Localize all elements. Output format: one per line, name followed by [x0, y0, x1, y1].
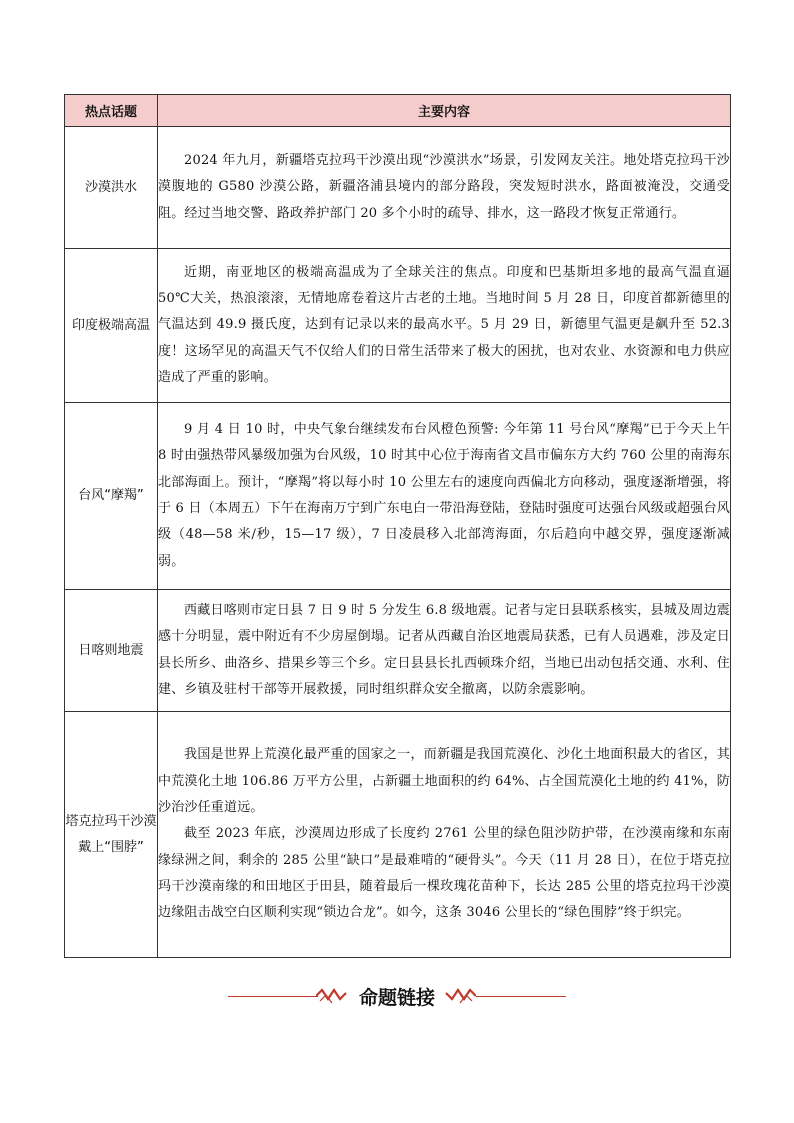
header-topic: 热点话题 — [65, 95, 158, 127]
content-paragraph: 9 月 4 日 10 时，中央气象台继续发布台风橙色预警: 今年第 11 号台风“摩羯”已于今天上午 8 时由强热带风暴级加强为台风级，10 时其中心位于海南省文昌市偏东方大约 760 公里的南海东北部海面上。预计，“摩羯”将以每小时 10 公里左右的速度向西偏北方向移动，强度逐渐增强，将于 6 日（本周五）下午在海南万宁到广东电白一带沿海登陆，登陆时强度可达强台风级或超强台风级（48—58 米/秒，15—17 级），7 日凌晨移入北部湾海面，尔后趋向中越交界，强度逐渐减弱。 — [158, 422, 730, 569]
row-content — [158, 127, 731, 249]
row-topic-india-heat: 印度极端高温 — [65, 249, 158, 403]
table-row — [65, 403, 731, 590]
row-topic-typhoon: 台风“摩羯” — [65, 403, 158, 590]
content-paragraph: 西藏日喀则市定日县 7 日 9 时 5 分发生 6.8 级地震。记者与定日县联系核实，县城及周边震感十分明显，震中附近有不少房屋倒塌。记者从西藏自治区地震局获悉，已有人员遇难，涉及定日县长所乡、曲洛乡、措果乡等三个乡。定日县县长扎西顿珠介绍，当地已出动包括交通、水利、住建、乡镇及驻村干部等开展救援，同时组织群众安全撤离，以防余震影响。 — [158, 602, 730, 697]
section-divider-right — [476, 996, 566, 997]
row-topic-desert-scarf: 塔克拉玛干沙漠戴上“围脖” — [65, 712, 158, 958]
content-paragraph: 截至 2023 年底，沙漠周边形成了长度约 2761 公里的绿色阻沙防护带，在沙漠南缘和东南缘绿洲之间，剩余的 285 公里“缺口”是最难啃的“硬骨头”。今天（11 月 28 日），在位于塔克拉玛干沙漠南缘的和田地区于田县，随着最后一棵玫瑰花苗种下，长达 285 公里的塔克拉玛干沙漠边缘阻击战空白区顺利实现“锁边合龙”。如今，这条 3046 公里长的“绿色围脖”终于织完。 — [158, 826, 730, 921]
row-content — [158, 249, 731, 403]
table-row — [65, 249, 731, 403]
header-content: 主要内容 — [158, 95, 731, 127]
row-content — [158, 712, 731, 958]
table-row — [65, 712, 731, 958]
hot-topics-table — [64, 94, 731, 958]
table-row — [65, 590, 731, 712]
zigzag-ornament-right-icon — [444, 987, 476, 1005]
content-paragraph: 我国是世界上荒漠化最严重的国家之一，而新疆是我国荒漠化、沙化土地面积最大的省区，其中荒漠化土地 106.86 万平方公里，占新疆土地面积的约 64%、占全国荒漠化土地的约 41%，防沙治沙任重道远。 — [158, 747, 730, 816]
row-topic-earthquake: 日喀则地震 — [65, 590, 158, 712]
table-header-row — [65, 95, 731, 127]
content-paragraph: 2024 年九月，新疆塔克拉玛干沙漠出现“沙漠洪水”场景，引发网友关注。地处塔克拉玛干沙漠腹地的 G580 沙漠公路，新疆洛浦县境内的部分路段，突发短时洪水，路面被淹没，交通受阻。经过当地交警、路政养护部门 20 多个小时的疏导、排水，这一路段才恢复正常通行。 — [158, 153, 730, 221]
content-paragraph: 近期，南亚地区的极端高温成为了全球关注的焦点。印度和巴基斯坦多地的最高气温直逼 50℃大关，热浪滚滚，无情地席卷着这片古老的土地。当地时间 5 月 28 日，印度首都新德里的气温达到 49.9 摄氏度，达到有记录以来的最高水平。5 月 29 日，新德里气温更是飙升至 52.3 度！这场罕见的高温天气不仅给人们的日常生活带来了极大的困扰，也对农业、水资源和电力供应造成了严重的影响。 — [158, 264, 730, 385]
section-title: 命题链接 — [358, 987, 435, 1009]
row-content — [158, 590, 731, 712]
row-topic-desert-flood: 沙漠洪水 — [65, 127, 158, 249]
table-row — [65, 127, 731, 249]
row-content — [158, 403, 731, 590]
